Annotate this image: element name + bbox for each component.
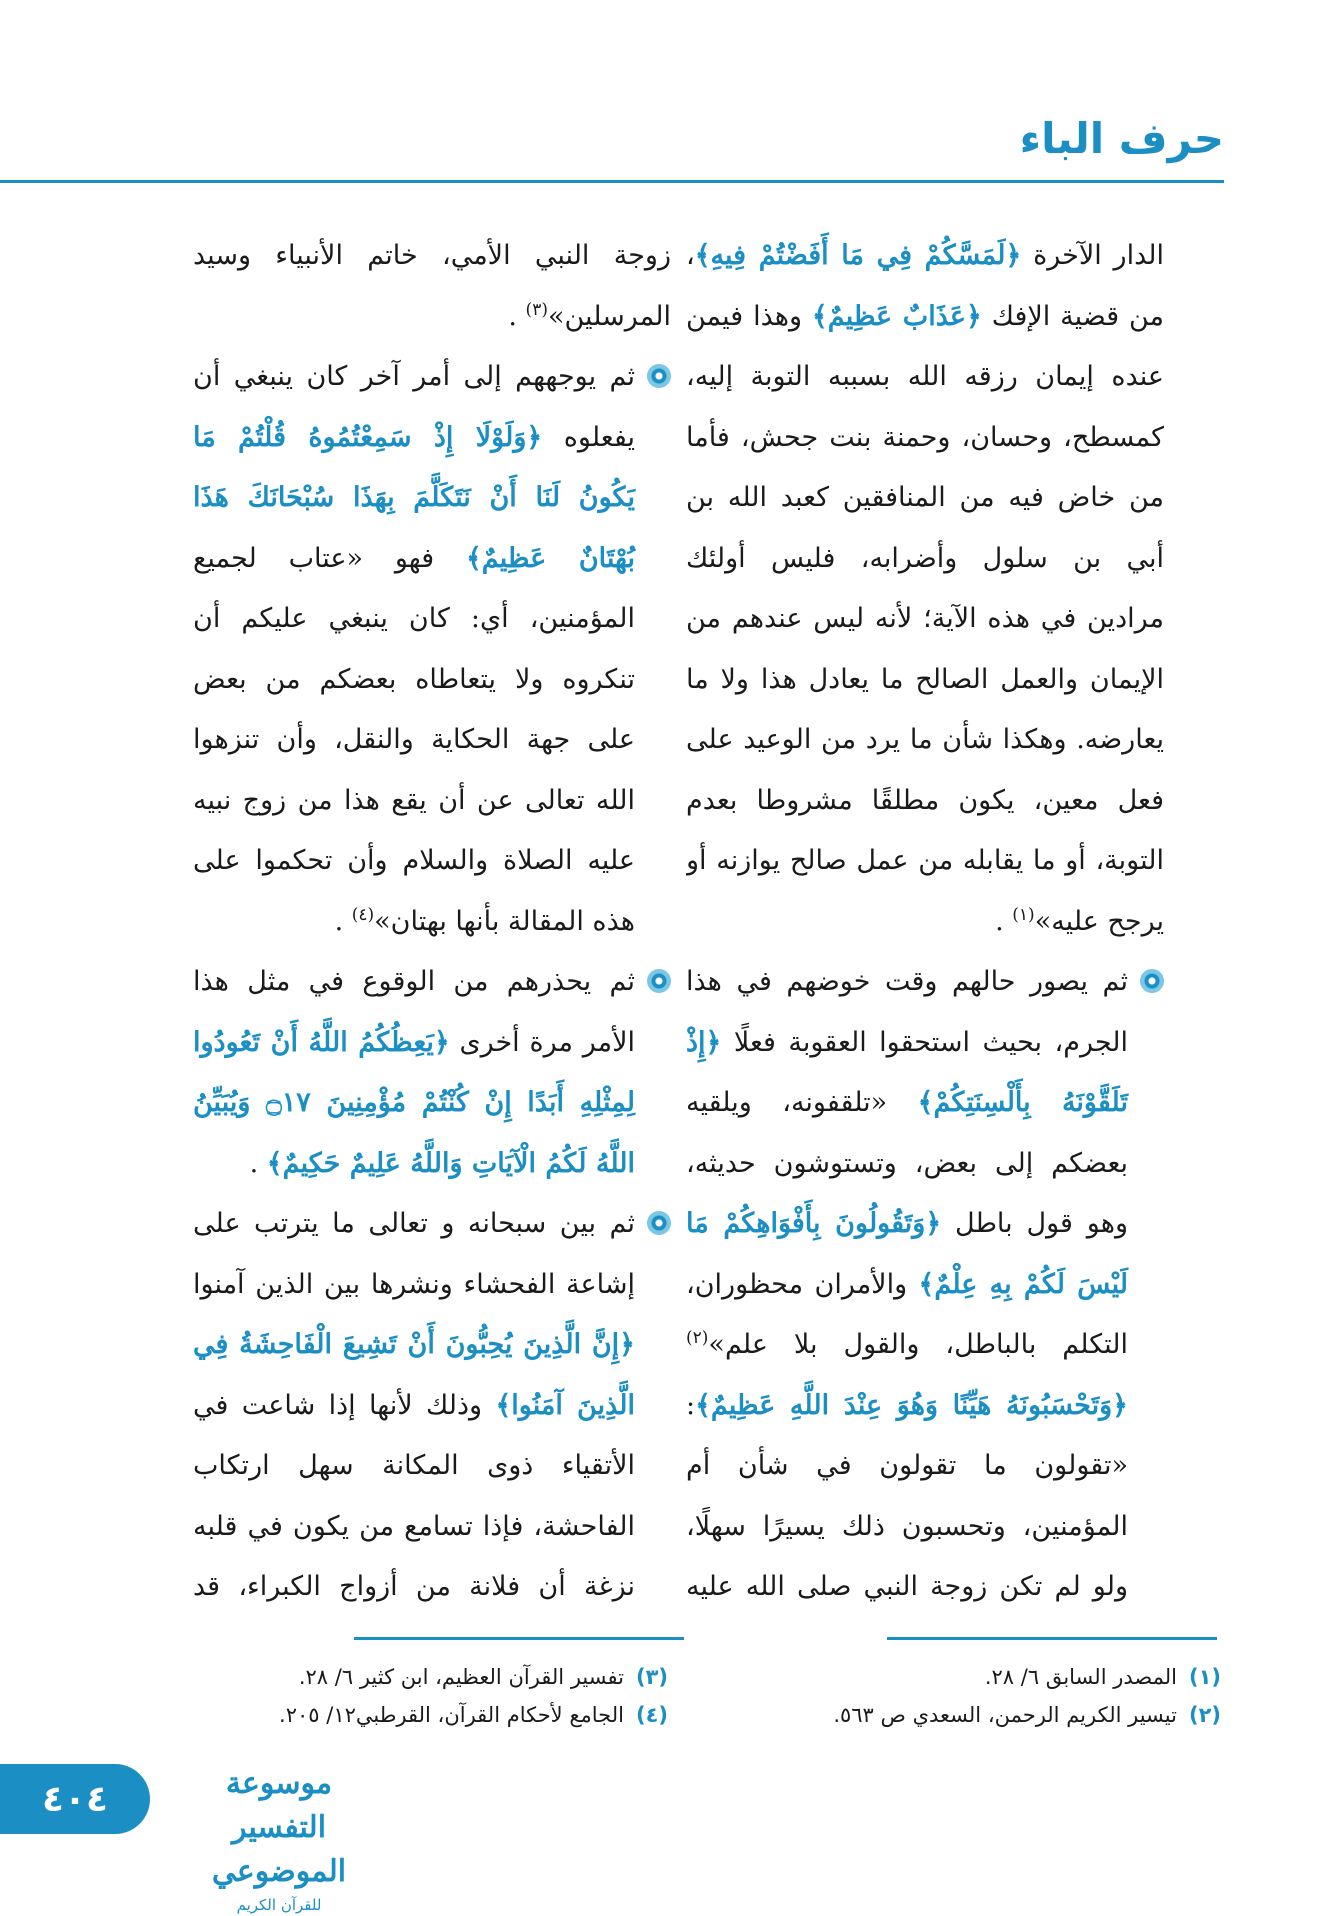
quran-verse: ﴿وَتَقُولُونَ بِأَفْوَاهِكُمْ مَا لَيْسَ لَكُمْ بِهِ عِلْمٌ﴾ [686,1208,1128,1300]
text-run: ثم يوجههم إلى أمر آخر كان ينبغي أن يفعلوه [193,361,635,453]
footnotes-left [198,1658,668,1734]
logo-title: موسوعة التفسير الموضوعي [211,1766,347,1889]
right-intro-paragraph [686,226,1164,952]
quran-verse: ﴿عَذَابٌ عَظِيمٌ﴾ [811,300,982,332]
footnote-ref: (٣) [525,299,548,320]
text-run: : «تقولون ما تقولون في شأن أم المؤمنين، وتحسبون ذلك يسيرًا سهلًا، ولو لم تكن زوجة النبي صلى الله عليه [686,1389,1128,1602]
flower-bullet-icon [647,1211,671,1235]
footnotes-right [751,1658,1221,1734]
quran-verse: ﴿إِذْ تَلَقَّوْنَهُ بِأَلْسِنَتِكُمْ﴾ [686,1026,1128,1118]
left-bullet-paragraph-3 [193,1194,671,1621]
bullet-text [193,1208,635,1621]
left-bullet-paragraph-2 [193,952,671,1194]
encyclopedia-logo [176,1762,382,1914]
logo-subtitle: للقرآن الكريم [236,1896,322,1914]
right-bullet-paragraph [686,952,1164,1621]
bullet-text [686,966,1128,1621]
bullet-text [193,966,635,1179]
quran-verse: ﴿وَلَوْلَا إِذْ سَمِعْتُمُوهُ قُلْتُمْ مَا يَكُونُ لَنَا أَنْ نَتَكَلَّمَ بِهَذَا سُبْحَانَكَ هَذَا بُهْتَانٌ عَظِيمٌ﴾ [193,421,635,574]
footnote-divider-left [354,1637,684,1640]
text-run: . [508,300,526,332]
text-run: وذلك لأنها إذا شاعت في الأتقياء ذوى المكانة سهل ارتكاب الفاحشة، فإذا تسامع من يكون في قلبه نزغة أن فلانة من أزواج الكبراء، قد [193,1389,635,1602]
quran-verse: ﴿إِنَّ الَّذِينَ يُحِبُّونَ أَنْ تَشِيعَ الْفَاحِشَةُ فِي الَّذِينَ آمَنُوا﴾ [193,1329,636,1421]
footnote-1: (١)المصدر السابق ٦/ ٢٨. [984,1665,1221,1689]
text-run: ثم بين سبحانه و تعالى ما يترتب على إشاعة الفحشاء ونشرها بين الذين آمنوا [193,1208,635,1300]
footnote-ref: (٢) [686,1328,709,1348]
text-run: وهذا فيمن عنده إيمان رزقه الله بسببه التوبة إليه، كمسطح، وحسان، وحمنة بنت جحش، فأما من خاض فيه من المنافقين كعبد الله بن أبي بن سلول وأضرابه، فليس أولئك مرادين في هذه الآية؛ لأنه ليس عندهم من الإيمان والعمل الصالح ما يعادل هذا ولا ما يعارضه. وهكذا شأن ما يرد من الوعيد على فعل معين، يكون مطلقًا مشروطا بعدم التوبة، أو ما يقابله من عمل صالح يوازنه أو يرجح عليه» [686,300,1164,937]
text-run: والأمران محظوران، التكلم بالباطل، والقول بلا علم» [686,1268,1128,1360]
left-column [193,226,671,1621]
footnote-4: (٤)الجامع لأحكام القرآن، القرطبي١٢/ ٢٠٥. [279,1703,668,1727]
right-column [686,226,1164,1621]
text-run: ، من قضية الإفك [686,240,1164,332]
text-run: . [334,905,352,937]
text-run: فهو «عتاب لجميع المؤمنين، أي: كان ينبغي عليكم أن تنكروه ولا يتعاطاه بعضكم من بعض على جهة الحكاية والنقل، وأن تنزهوا الله تعالى عن أن يقع هذا من زوج نبيه عليه الصلاة والسلام وأن تحكموا على هذه المقالة بأنها بهتان» [193,542,635,937]
text-run: الدار الآخرة [1021,240,1164,271]
text-run: زوجة النبي الأمي، خاتم الأنبياء وسيد المرسلين» [193,240,671,332]
flower-bullet-icon [1140,969,1164,993]
quran-verse: ﴿يَعِظُكُمُ اللَّهُ أَنْ تَعُودُوا لِمِثْلِهِ أَبَدًا إِنْ كُنْتُمْ مُؤْمِنِينَ ۝١٧ وَيُبَيِّنُ اللَّهُ لَكُمُ الْآيَاتِ وَاللَّهُ عَلِيمٌ حَكِيمٌ﴾ [193,1026,635,1179]
header-divider [0,180,1224,183]
flower-bullet-icon [647,969,671,993]
left-bullet-paragraph-1 [193,347,671,952]
footnote-2: (٢)تيسير الكريم الرحمن، السعدي ص ٥٦٣. [833,1703,1221,1727]
left-intro-paragraph [193,226,671,347]
text-run: . [995,905,1013,937]
text-run: ثم يحذرهم من الوقوع في مثل هذا الأمر مرة أخرى [193,966,635,1058]
text-run: «تلقفونه، ويلقيه بعضكم إلى بعض، وتستوشون حديثه، وهو قول باطل [686,1087,1129,1239]
section-title: حرف الباء [1019,114,1224,163]
bullet-text [193,361,635,937]
quran-verse: ﴿لَمَسَّكُمْ فِي مَا أَفَضْتُمْ فِيهِ﴾ [694,240,1022,271]
footnote-divider-right [887,1637,1217,1640]
footnote-3: (٣)تفسير القرآن العظيم، ابن كثير ٦/ ٢٨. [298,1665,668,1689]
flower-bullet-icon [647,364,671,388]
footnote-ref: (١) [1012,904,1035,925]
text-run: ثم يصور حالهم وقت خوضهم في هذا الجرم، بحيث استحقوا العقوبة فعلًا [686,966,1128,1058]
quran-verse: ﴿وَتَحْسَبُونَهُ هَيِّنًا وَهُوَ عِنْدَ اللَّهِ عَظِيمٌ﴾ [695,1389,1128,1421]
footnote-ref: (٤) [351,904,375,925]
text-run: . [249,1147,267,1179]
page-number: ٤٠٤ [0,1764,150,1834]
